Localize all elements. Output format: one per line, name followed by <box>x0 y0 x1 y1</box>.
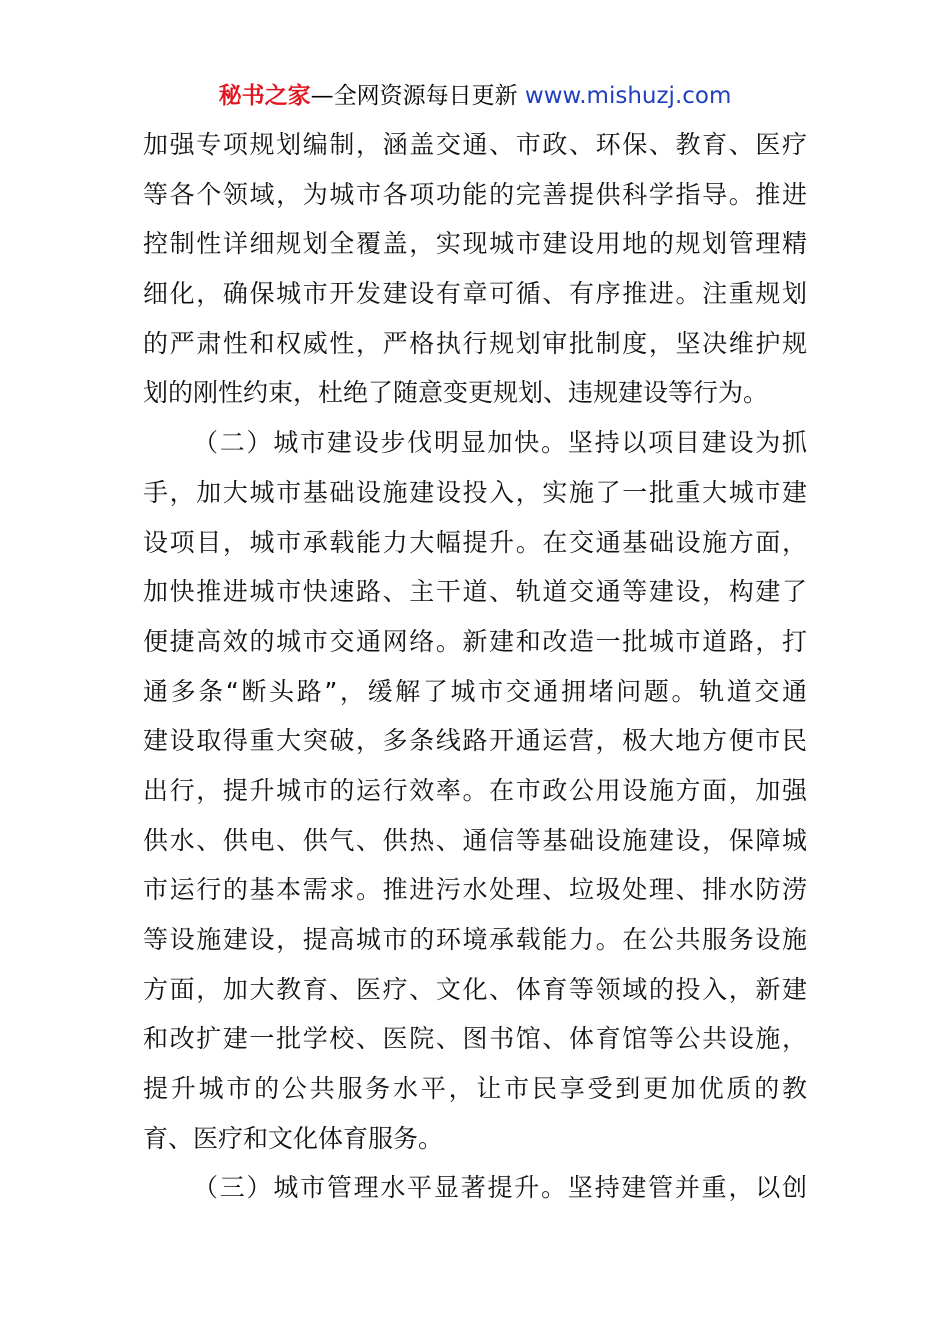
text-line: 控制性详细规划全覆盖，实现城市建设用地的规划管理精 <box>143 229 807 259</box>
text-line: 加快推进城市快速路、主干道、轨道交通等建设，构建了 <box>143 577 807 607</box>
text-line: 通多条“断头路”，缓解了城市交通拥堵问题。轨道交通 <box>143 676 807 706</box>
text-line: 的严肃性和权威性，严格执行规划审批制度，坚决维护规 <box>143 328 807 358</box>
text-line: 细化，确保城市开发建设有章可循、有序推进。注重规划 <box>143 279 807 309</box>
text-line: 加强专项规划编制，涵盖交通、市政、环保、教育、医疗 <box>143 130 807 159</box>
text-line: 设项目，城市承载能力大幅提升。在交通基础设施方面， <box>143 527 807 557</box>
text-line: 划的刚性约束，杜绝了随意变更规划、违规建设等行为。 <box>143 378 769 408</box>
text-line: 手，加大城市基础设施建设投入，实施了一批重大城市建 <box>143 477 807 507</box>
text-line: （三）城市管理水平显著提升。坚持建管并重，以创 <box>193 1173 807 1203</box>
site-header <box>0 80 950 112</box>
text-line: 供水、供电、供气、供热、通信等基础设施建设，保障城 <box>143 825 807 855</box>
brand-name: 秘书之家 <box>218 83 311 109</box>
text-line: 建设取得重大突破，多条线路开通运营，极大地方便市民 <box>143 726 807 756</box>
text-line: 等各个领域，为城市各项功能的完善提供科学指导。推进 <box>143 179 807 209</box>
text-line: 和改扩建一批学校、医院、图书馆、体育馆等公共设施， <box>143 1024 807 1054</box>
header-tagline: —全网资源每日更新 <box>310 83 518 109</box>
text-line: 便捷高效的城市交通网络。新建和改造一批城市道路，打 <box>143 626 807 656</box>
document-body <box>143 120 807 1213</box>
text-line: 提升城市的公共服务水平，让市民享受到更加优质的教 <box>143 1074 807 1104</box>
text-line: 育、医疗和文化体育服务。 <box>143 1123 444 1153</box>
text-line: 等设施建设，提高城市的环境承载能力。在公共服务设施 <box>143 925 807 954</box>
text-line: （二）城市建设步伐明显加快。坚持以项目建设为抓 <box>193 428 807 458</box>
text-line: 市运行的基本需求。推进污水处理、垃圾处理、排水防涝 <box>143 875 807 905</box>
text-line: 方面，加大教育、医疗、文化、体育等领域的投入，新建 <box>143 974 807 1004</box>
site-url-link[interactable]: www.mishuzj.com <box>524 83 732 109</box>
text-line: 出行，提升城市的运行效率。在市政公用设施方面，加强 <box>143 775 807 805</box>
